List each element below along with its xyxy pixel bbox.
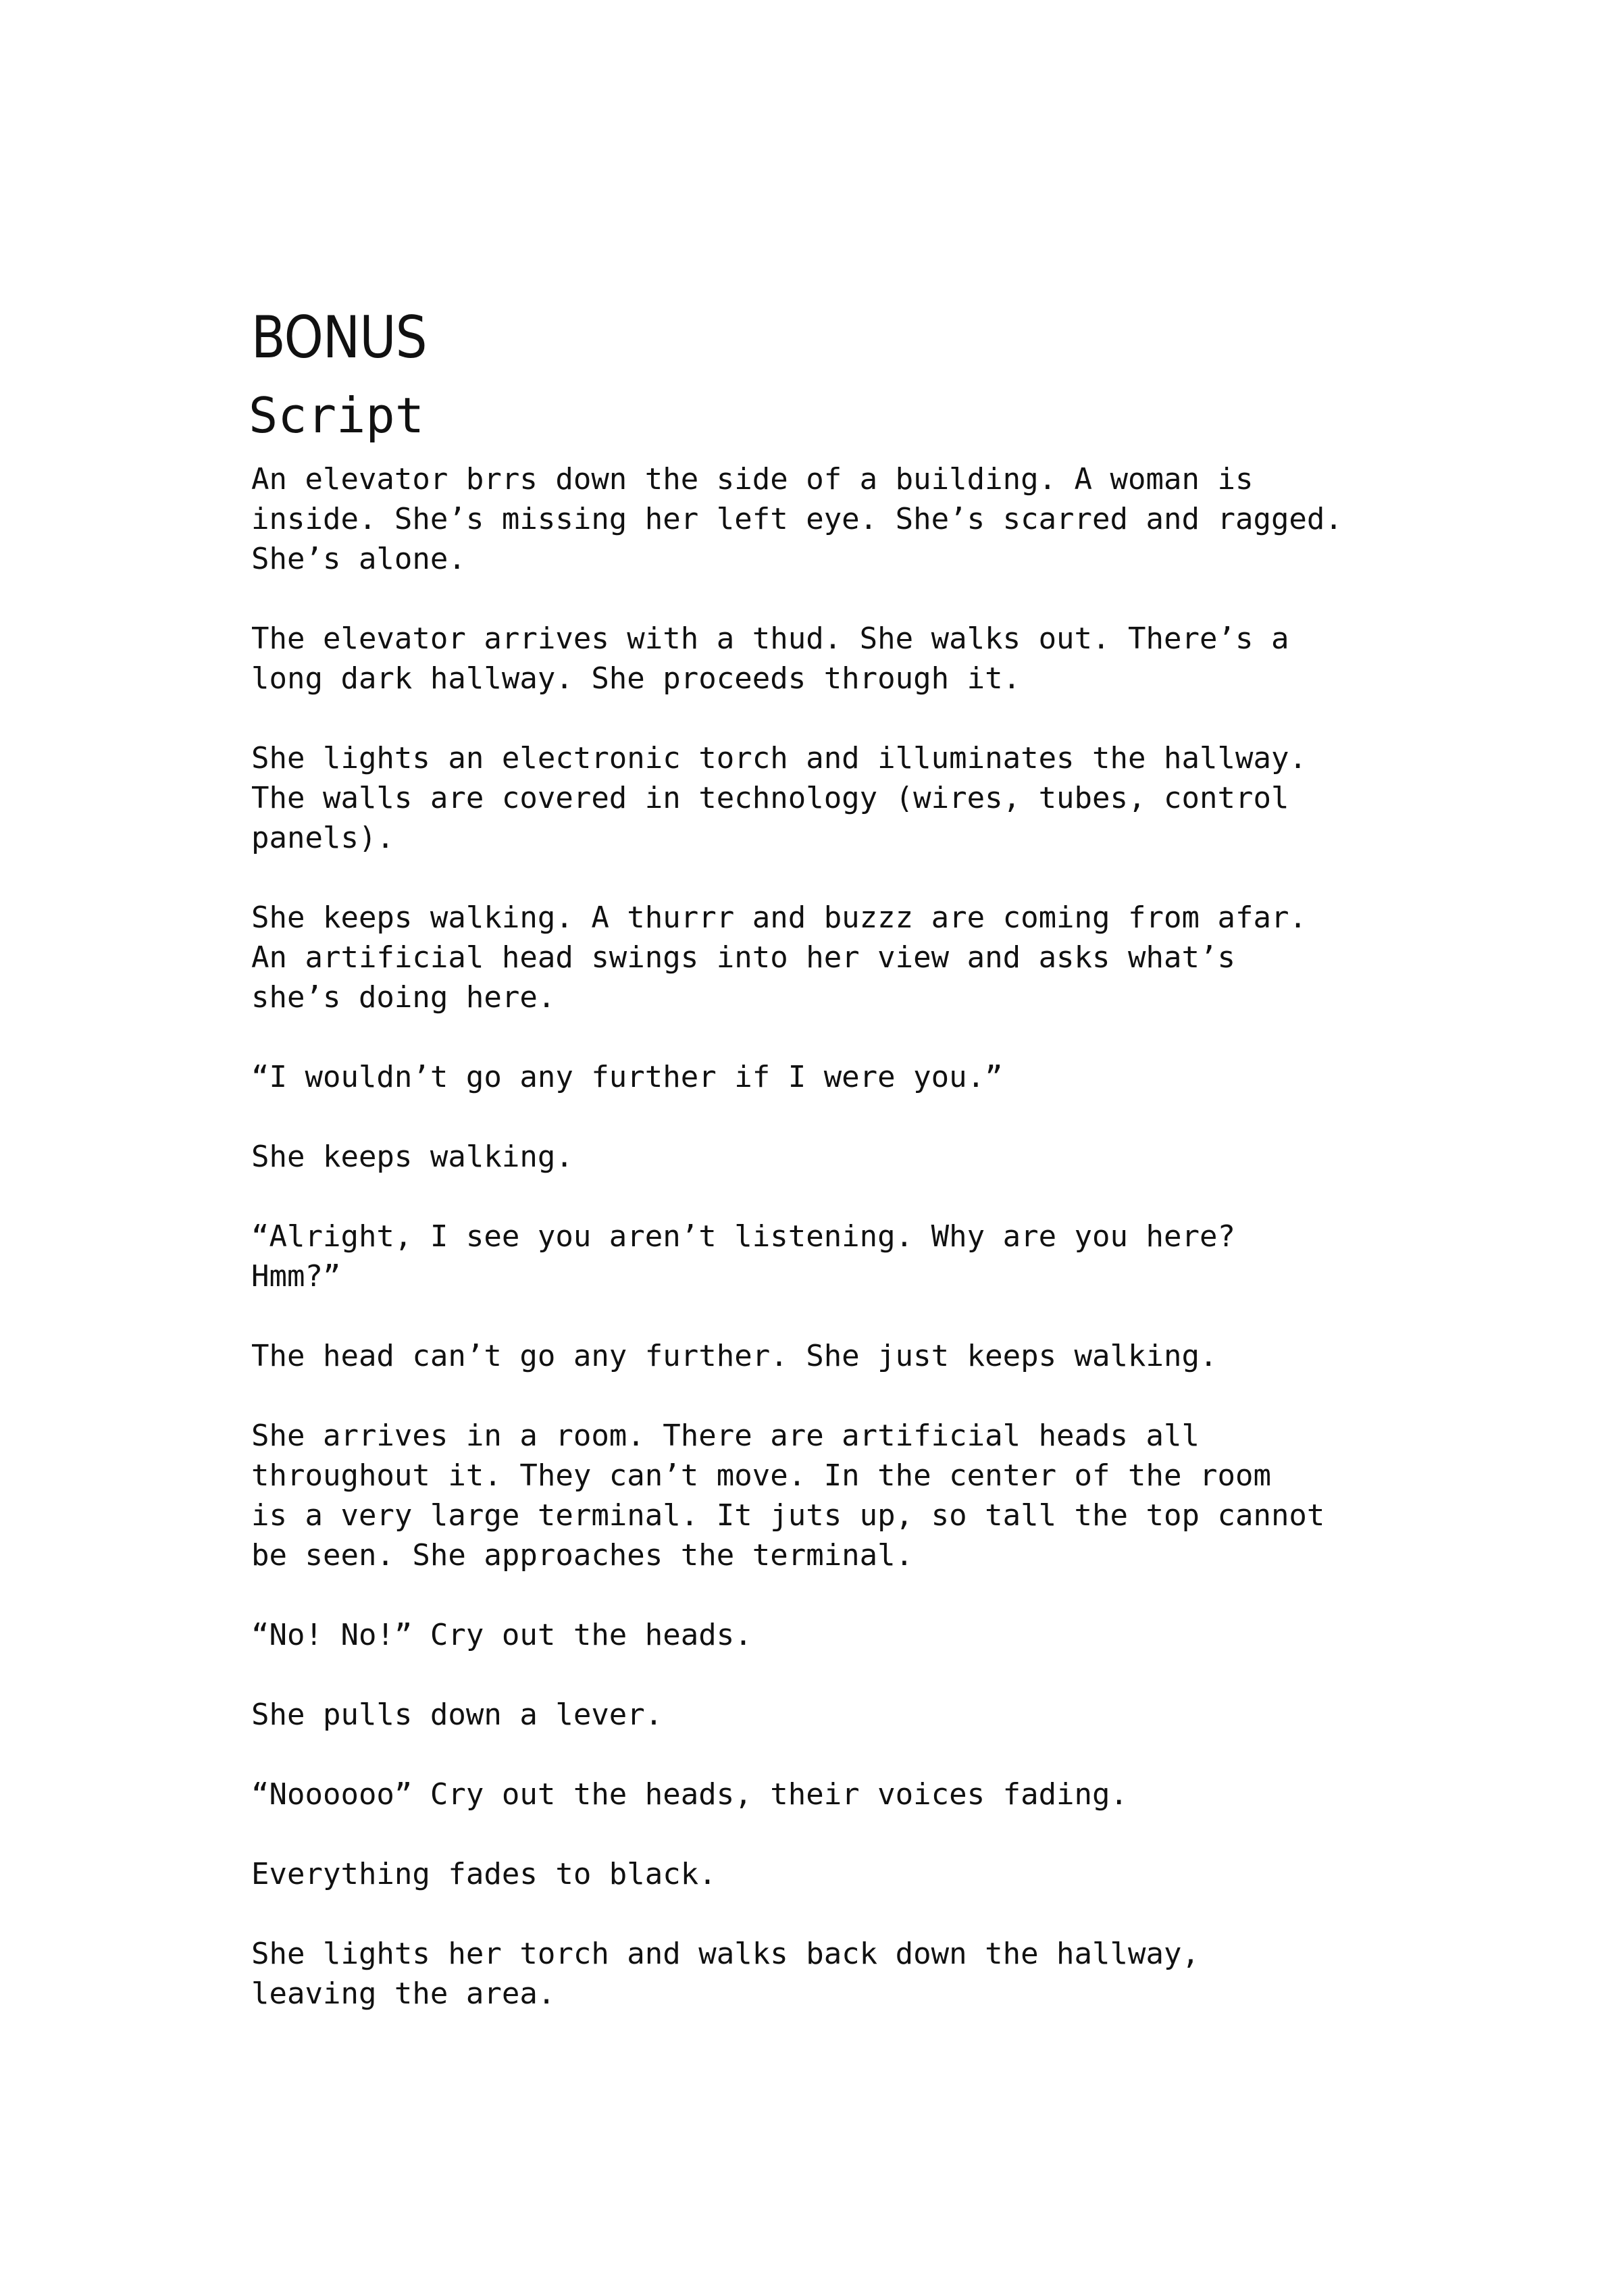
paragraph-8: The head can’t go any further. She just keeps walking. (251, 1339, 1218, 1373)
paragraph-9: She arrives in a room. There are artificial heads all throughout it. They can’t move. In the center of the room is a very large terminal. It juts up, so tall the top cannot be seen. She approaches the terminal. (251, 1419, 1325, 1573)
paragraph-2: The elevator arrives with a thud. She walks out. There’s a long dark hallway. She proceeds through it. (251, 621, 1289, 696)
paragraph-5: “I wouldn’t go any further if I were you.” (251, 1060, 1003, 1094)
document-subtitle: Script (249, 387, 425, 444)
paragraph-6: She keeps walking. (251, 1140, 573, 1174)
paragraph-10: “No! No!” Cry out the heads. (251, 1618, 752, 1652)
document-page (251, 297, 1413, 2053)
script-body (251, 459, 1413, 2014)
paragraph-12: “Noooooo” Cry out the heads, their voices fading. (251, 1777, 1129, 1812)
paragraph-7: “Alright, I see you aren’t listening. Why are you here? Hmm?” (251, 1219, 1235, 1294)
paragraph-1: An elevator brrs down the side of a building. A woman is inside. She’s missing her left eye. She’s scarred and ragged. She’s alone. (251, 462, 1343, 576)
paragraph-4: She keeps walking. A thurrr and buzzz are coming from afar. An artificial head swings into her view and asks what’s she’s doing here. (251, 900, 1307, 1015)
paragraph-3: She lights an electronic torch and illuminates the hallway. The walls are covered in technology (wires, tubes, control panels). (251, 741, 1307, 855)
paragraph-14: She lights her torch and walks back down the hallway, leaving the area. (251, 1937, 1200, 2011)
document-title: BONUS (251, 304, 427, 372)
paragraph-11: She pulls down a lever. (251, 1698, 663, 1732)
paragraph-13: Everything fades to black. (251, 1857, 717, 1891)
